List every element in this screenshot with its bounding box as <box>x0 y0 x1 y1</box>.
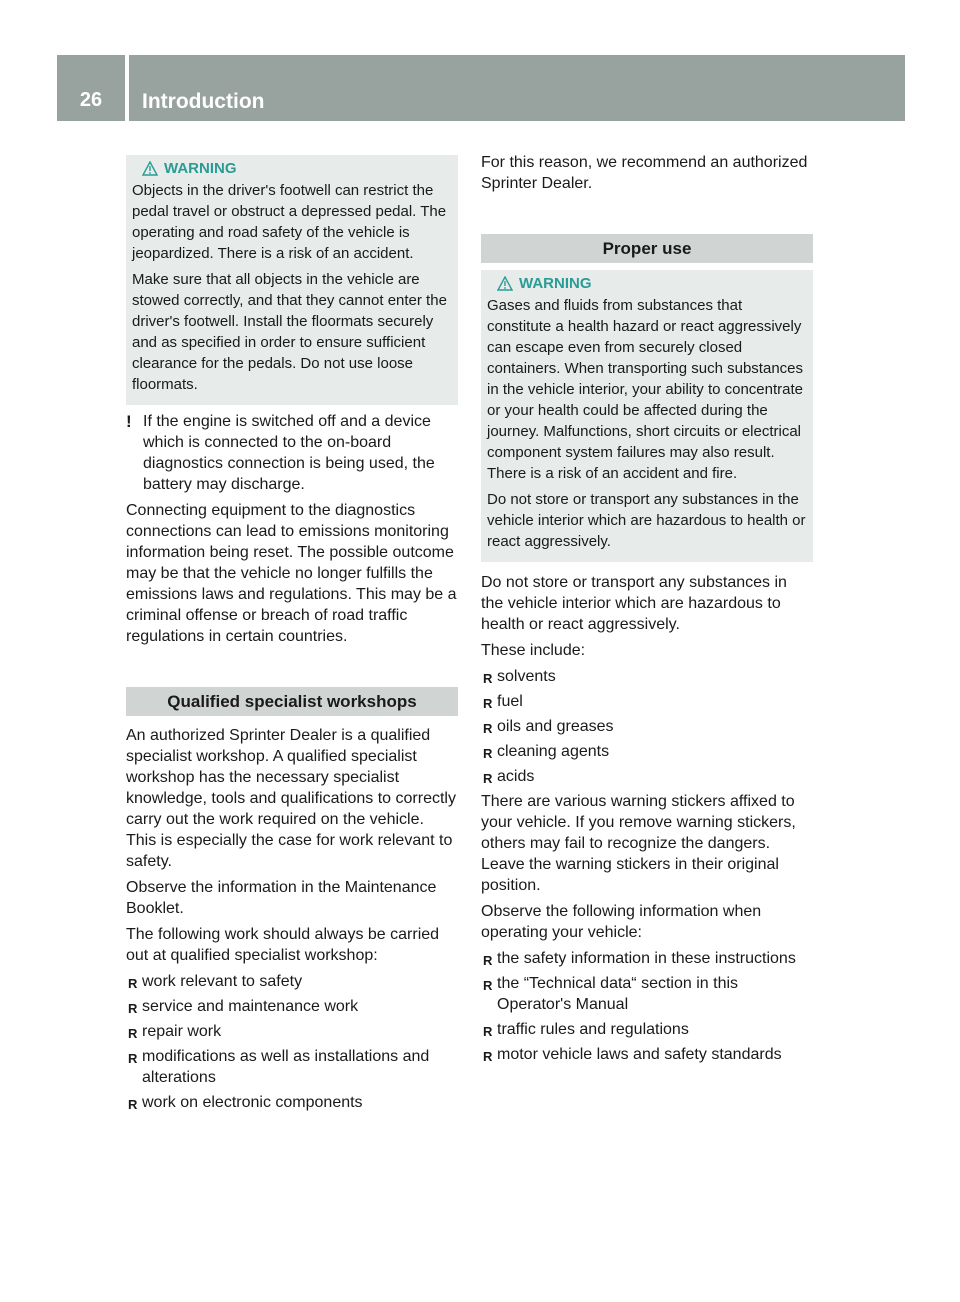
warning-label: WARNING <box>164 159 237 177</box>
paragraph: There are various warning stickers affixed to your vehicle. If you remove warning stickers, others may fail to recognize the dangers. Leave the warning stickers in their original position. <box>481 793 796 894</box>
list-item: R solvents <box>481 666 813 687</box>
list-item: R oils and greases <box>481 716 813 737</box>
warning-text: Objects in the driver's footwell can restrict the pedal travel or obstruct a depressed pedal. The operating and road safety of the vehicle is jeopardized. There is a risk of an accident. <box>132 182 447 262</box>
paragraph: These include: <box>481 642 586 659</box>
warning-box-substances <box>481 270 813 562</box>
notice-icon: ! <box>126 412 132 431</box>
warning-text: Make sure that all objects in the vehicle are stowed correctly, and that they cannot enter the driver's footwell. Install the floormats securely and as specified in order to ensure sufficient clearance for the pedals. Do not use loose floormats. <box>132 271 447 393</box>
list-item: R work on electronic components <box>126 1092 458 1113</box>
paragraph: Observe the following information when operating your vehicle: <box>481 903 762 941</box>
paragraph: The following work should always be carried out at qualified specialist workshop: <box>126 926 440 964</box>
warning-text: Do not store or transport any substances in the vehicle interior which are hazardous to health or react aggressively. <box>487 491 806 550</box>
right-column <box>481 152 813 1069</box>
notice-text: If the engine is switched off and a device which is connected to the on-board diagnostics connection is being used, the battery may discharge. <box>143 413 435 493</box>
list-item: R modifications as well as installations and alterations <box>126 1046 458 1088</box>
warning-text: Gases and fluids from substances that constitute a health hazard or react aggressively can escape even from securely closed containers. When transporting such substances in the vehicle interior, your ability to concentrate or your health could be affected during the journey. Malfunctions, short circuits or electrical component system failures may also result. There is a risk of an accident and fire. <box>487 297 804 482</box>
warning-box-footwell <box>126 155 458 405</box>
paragraph: An authorized Sprinter Dealer is a qualified specialist workshop. A qualified specialist workshop has the necessary specialist knowledge, tools and qualifications to correctly carry out the work required on the vehicle. This is especially the case for work relevant to safety. <box>126 727 456 870</box>
paragraph: Do not store or transport any substances in the vehicle interior which are hazardous to health or react aggressively. <box>481 574 787 633</box>
list-item: R traffic rules and regulations <box>481 1019 813 1040</box>
paragraph-diagnostics: Connecting equipment to the diagnostics connections can lead to emissions monitoring information being reset. The possible outcome may be that the vehicle no longer fulfills the emissions laws and regulations. This may be a criminal offense or breach of road traffic regulations in certain countries. <box>126 502 457 645</box>
list-item: R the safety information in these instructions <box>481 948 813 969</box>
left-column <box>126 155 458 1117</box>
warning-heading <box>487 273 807 293</box>
warning-triangle-icon <box>142 161 158 176</box>
list-item: R work relevant to safety <box>126 971 458 992</box>
list-item: R service and maintenance work <box>126 996 458 1017</box>
page-number: 26 <box>79 89 103 111</box>
paragraph: Observe the information in the Maintenance Booklet. <box>126 879 437 917</box>
list-item: R cleaning agents <box>481 741 813 762</box>
list-item: R acids <box>481 766 813 787</box>
section-heading-workshops: Qualified specialist workshops <box>126 687 458 716</box>
list-item: R fuel <box>481 691 813 712</box>
workshop-work-list <box>126 971 458 1113</box>
list-item: R the “Technical data“ section in this Operator's Manual <box>481 973 813 1015</box>
notice-battery <box>126 411 458 495</box>
list-item: R repair work <box>126 1021 458 1042</box>
section-heading-proper-use: Proper use <box>481 234 813 263</box>
substances-list <box>481 666 813 787</box>
list-item: R motor vehicle laws and safety standards <box>481 1044 813 1065</box>
warning-triangle-icon <box>497 276 513 291</box>
warning-heading <box>132 158 452 178</box>
section-title: Introduction <box>142 90 265 113</box>
paragraph-intro: For this reason, we recommend an authorized Sprinter Dealer. <box>481 154 808 192</box>
warning-label: WARNING <box>519 274 592 292</box>
operating-info-list <box>481 948 813 1065</box>
page-header <box>57 55 905 121</box>
header-divider <box>125 55 129 121</box>
